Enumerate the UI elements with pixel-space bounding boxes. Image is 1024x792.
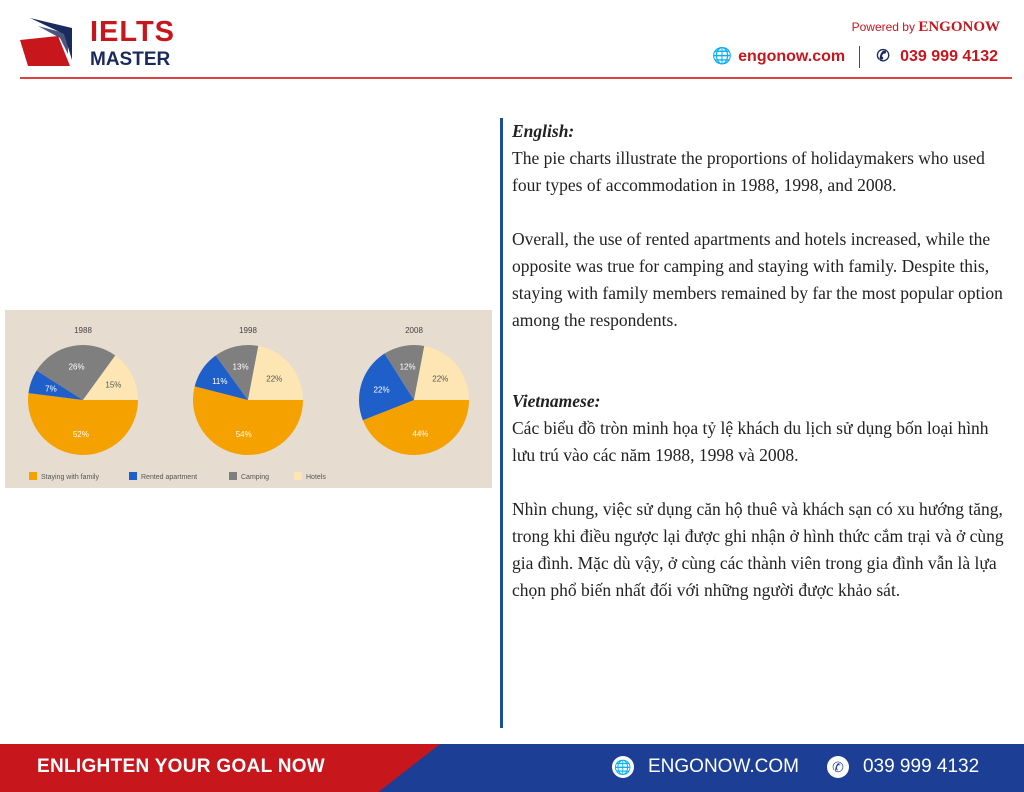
header-contact (712, 46, 998, 68)
header-website-link[interactable]: engonow.com (738, 48, 846, 65)
pie-label-2008-rented: 22% (373, 385, 390, 395)
pie-label-1988-hotels: 15% (105, 380, 122, 390)
description-text (512, 118, 1012, 631)
footer-slogan: ENLIGHTEN YOUR GOAL NOW (37, 756, 326, 777)
pie-label-2008-hotels: 22% (432, 374, 449, 384)
logo-text-ielts: IELTS (90, 16, 176, 48)
pie-label-1998-rented: 11% (212, 376, 228, 386)
header-divider (20, 77, 1012, 79)
powered-prefix: Powered by (851, 20, 915, 34)
phone-icon: ✆ (876, 48, 890, 65)
english-paragraph-1: The pie charts illustrate the proportions of holidaymakers who used four types of accommodation in 1988, 1998, and 2008. (512, 148, 985, 195)
pie-slice-1988-family (28, 393, 138, 455)
pie-label-1988-rented: 7% (45, 384, 57, 394)
legend-swatch-rented (129, 472, 137, 480)
header (0, 0, 1024, 80)
pie-label-1988-camping: 26% (68, 362, 85, 372)
vietnamese-paragraph-2: Nhìn chung, việc sử dụng căn hộ thuê và khách sạn có xu hướng tăng, trong khi điều ngược lại được ghi nhận ở hình thức cắm trại và ở cùng gia đình. Mặc dù vậy, ở cùng các thành viên trong gia đình vẫn là lựa chọn phổ biến nhất đối với những người được khảo sát. (512, 499, 1004, 600)
pie-label-1998-family: 54% (235, 429, 252, 439)
divider (859, 46, 860, 68)
pie-label-2008-family: 44% (412, 429, 429, 439)
footer-website-link[interactable]: ENGONOW.COM (648, 756, 799, 777)
pie-title-2008: 2008 (405, 326, 423, 335)
legend-swatch-hotels (294, 472, 302, 480)
pie-title-1988: 1988 (74, 326, 92, 335)
legend-label-camping: Camping (241, 474, 270, 481)
legend-label-hotels: Hotels (306, 474, 326, 481)
pie-charts-svg (5, 310, 492, 488)
phone-icon: ✆ (827, 756, 849, 778)
footer (0, 744, 1024, 792)
vietnamese-paragraph-1: Các biểu đồ tròn minh họa tỷ lệ khách du lịch sử dụng bốn loại hình lưu trú vào các năm 1988, 1998 và 2008. (512, 418, 989, 465)
legend-swatch-family (29, 472, 37, 480)
footer-phone[interactable]: 039 999 4132 (862, 756, 980, 777)
english-heading: English: (512, 121, 575, 141)
pie-charts-image (5, 310, 492, 488)
legend-swatch-camping (229, 472, 237, 480)
column-divider (500, 118, 503, 728)
pie-label-2008-camping: 12% (399, 362, 416, 372)
ielts-master-logo[interactable] (20, 14, 190, 70)
pie-label-1998-camping: 13% (232, 362, 249, 372)
logo-book-icon (20, 14, 86, 70)
legend-label-family: Staying with family (41, 474, 99, 481)
globe-icon: 🌐 (612, 756, 634, 778)
vietnamese-heading: Vietnamese: (512, 391, 601, 411)
globe-icon: 🌐 (712, 48, 733, 65)
english-paragraph-2: Overall, the use of rented apartments and hotels increased, while the opposite was true for camping and staying with family. Despite this, staying with family members remained by far the most popular option among the respondents. (512, 229, 1003, 330)
pie-label-1988-family: 52% (72, 430, 89, 440)
footer-contact (612, 756, 979, 778)
pie-label-1998-hotels: 22% (266, 374, 283, 384)
logo-text-master: MASTER (90, 49, 171, 70)
pie-title-1998: 1998 (239, 326, 257, 335)
header-phone[interactable]: 039 999 4132 (900, 48, 998, 65)
powered-by (852, 19, 1000, 36)
legend-label-rented: Rented apartment (141, 474, 198, 481)
powered-brand: ENGONOW (918, 19, 1000, 35)
